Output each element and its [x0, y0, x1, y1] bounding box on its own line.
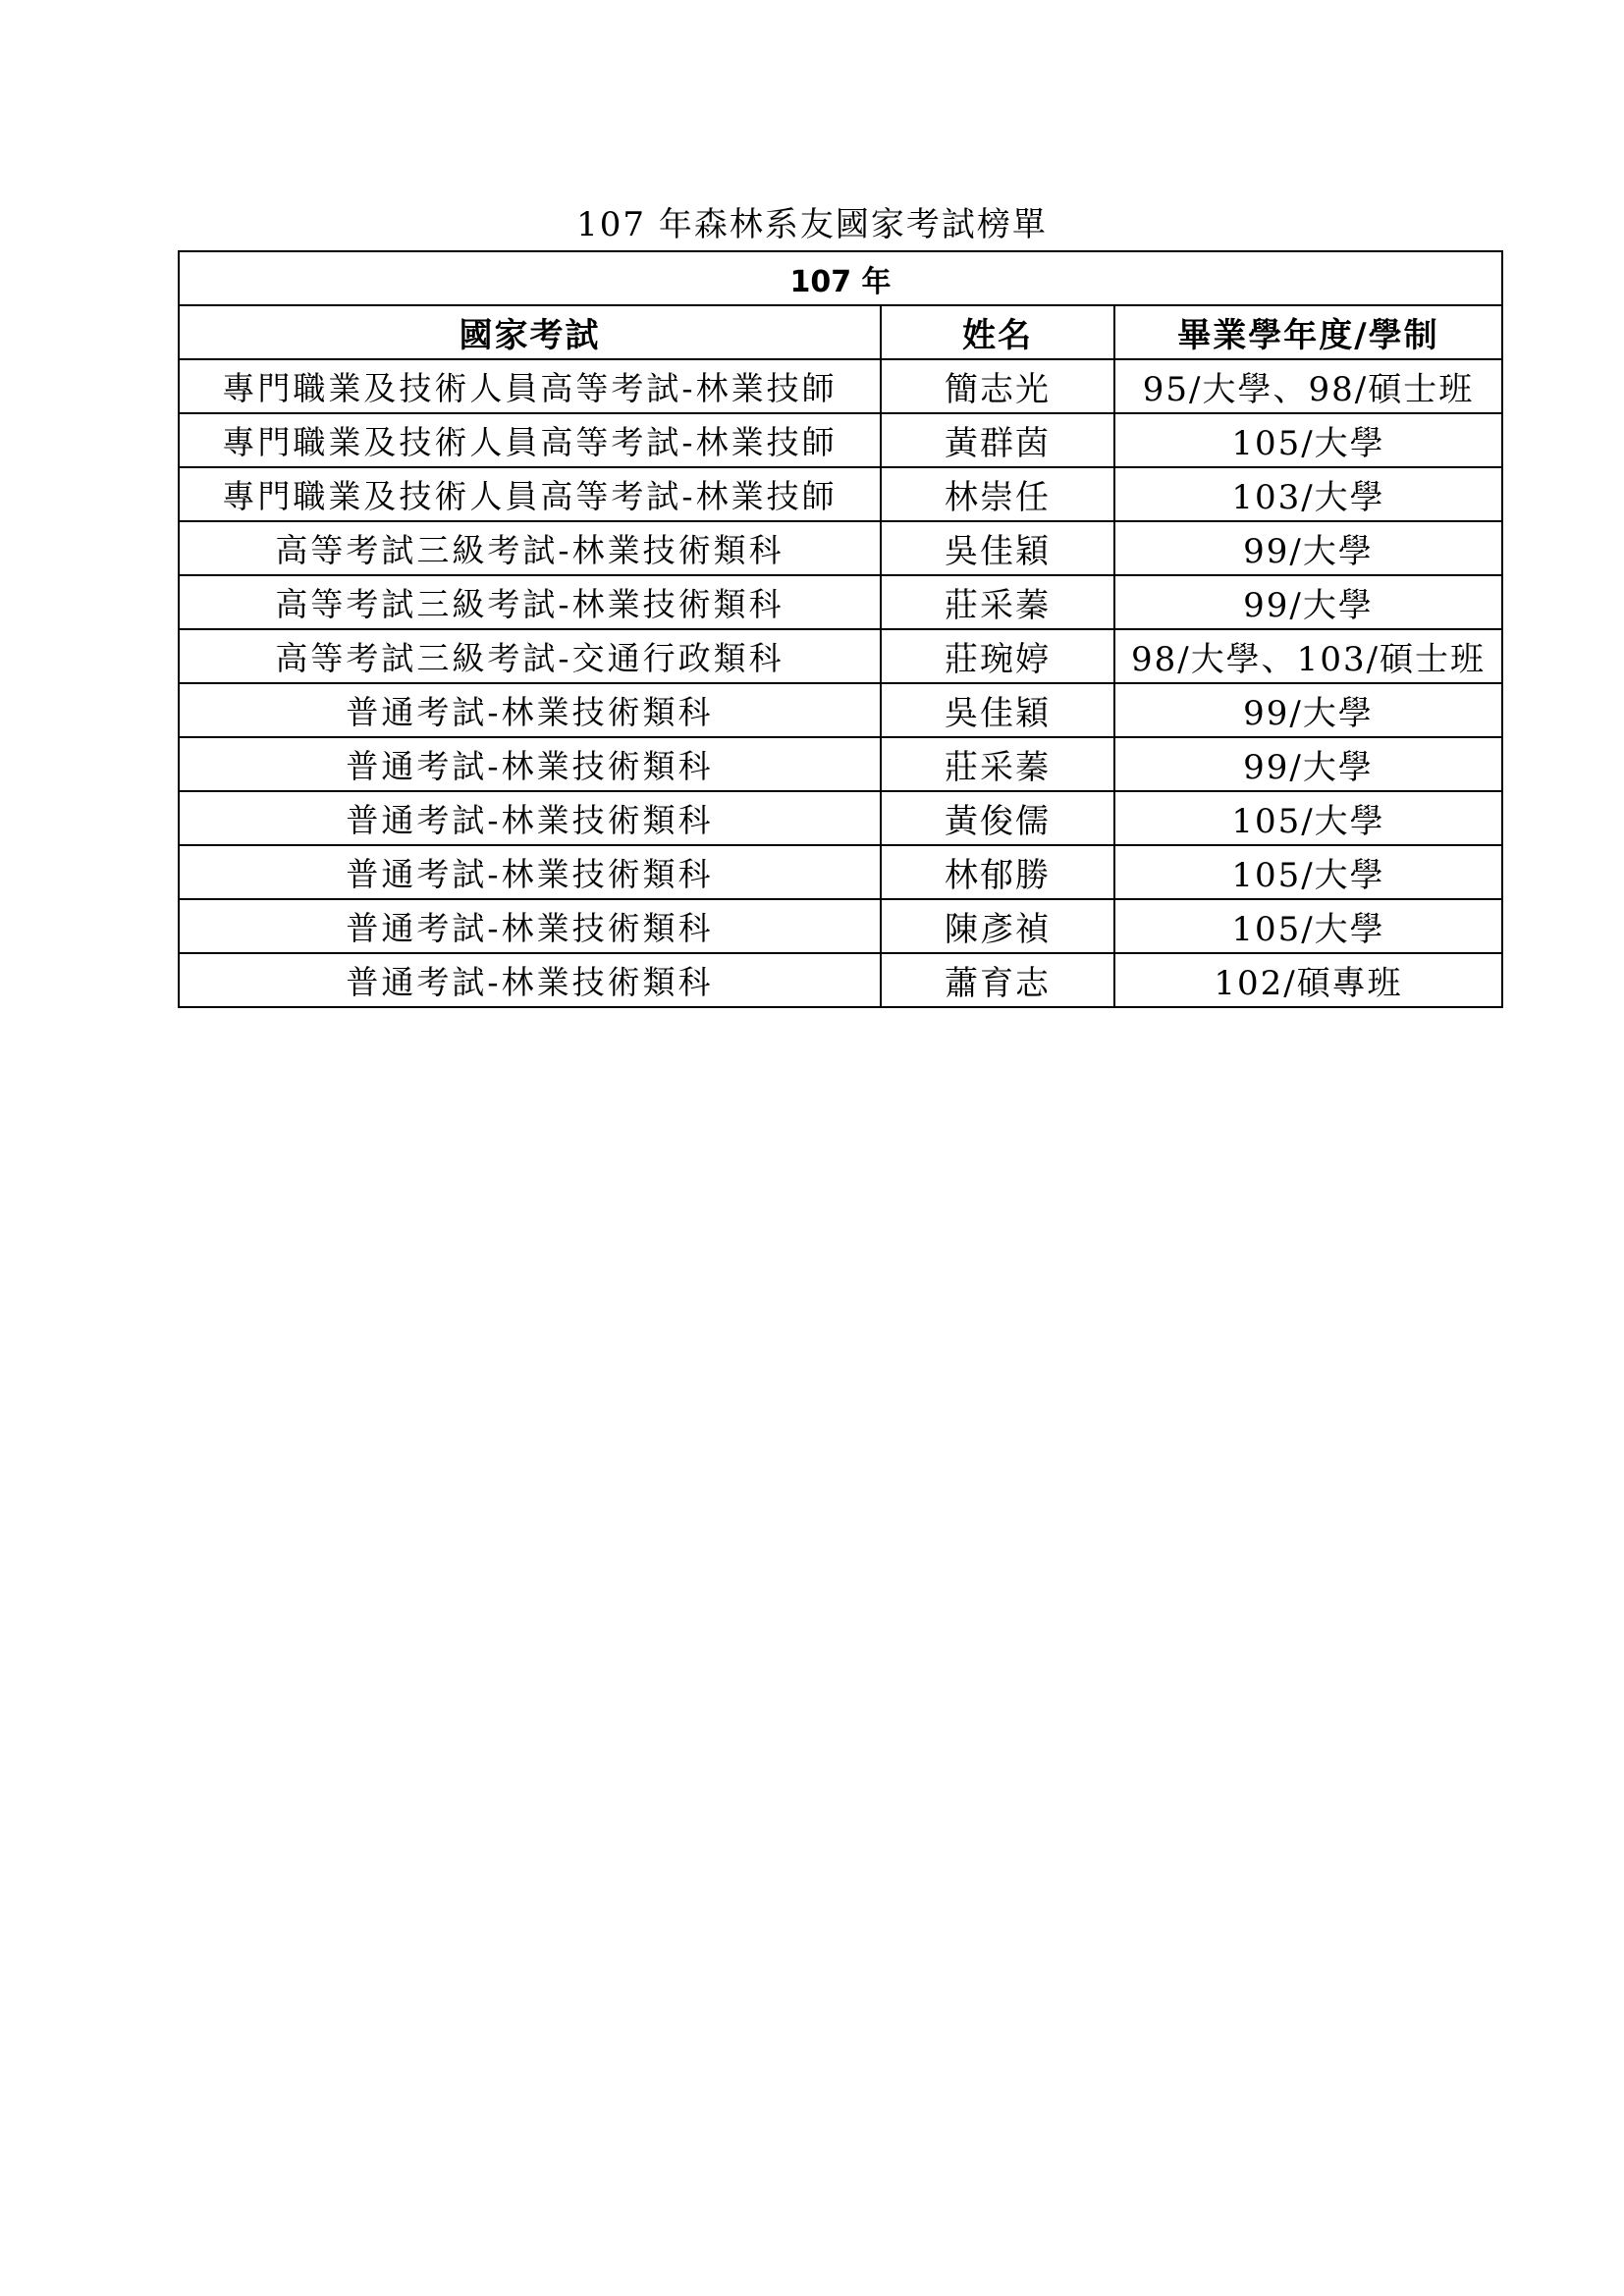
- exam-cell: 高等考試三級考試-交通行政類科: [179, 629, 881, 683]
- name-cell: 吳佳穎: [881, 521, 1114, 575]
- exam-cell: 普通考試-林業技術類科: [179, 791, 881, 845]
- graduation-cell: 95/大學、98/碩士班: [1114, 359, 1502, 413]
- name-cell: 林郁勝: [881, 845, 1114, 899]
- exam-cell: 普通考試-林業技術類科: [179, 953, 881, 1007]
- table-row: [179, 467, 1502, 521]
- name-cell: 黃群茵: [881, 413, 1114, 467]
- exam-cell: 專門職業及技術人員高等考試-林業技師: [179, 413, 881, 467]
- graduation-cell: 102/碩專班: [1114, 953, 1502, 1007]
- name-cell: 簡志光: [881, 359, 1114, 413]
- name-cell: 蕭育志: [881, 953, 1114, 1007]
- name-cell: 陳彥禎: [881, 899, 1114, 953]
- name-cell: 黃俊儒: [881, 791, 1114, 845]
- exam-cell: 普通考試-林業技術類科: [179, 683, 881, 737]
- name-cell: 林崇任: [881, 467, 1114, 521]
- exam-cell: 普通考試-林業技術類科: [179, 737, 881, 791]
- table-row: [179, 629, 1502, 683]
- table-row: [179, 683, 1502, 737]
- name-cell: 莊采蓁: [881, 575, 1114, 629]
- table-row: [179, 953, 1502, 1007]
- table-row: [179, 413, 1502, 467]
- graduation-cell: 99/大學: [1114, 737, 1502, 791]
- exam-cell: 普通考試-林業技術類科: [179, 845, 881, 899]
- table-row: [179, 791, 1502, 845]
- graduation-cell: 99/大學: [1114, 521, 1502, 575]
- year-header-row: [179, 251, 1502, 305]
- table-row: [179, 359, 1502, 413]
- table-row: [179, 737, 1502, 791]
- exam-roster-table: [178, 250, 1503, 1008]
- graduation-cell: 99/大學: [1114, 683, 1502, 737]
- column-header-graduation: 畢業學年度/學制: [1114, 305, 1502, 359]
- column-header-row: [179, 305, 1502, 359]
- graduation-cell: 103/大學: [1114, 467, 1502, 521]
- exam-cell: 高等考試三級考試-林業技術類科: [179, 575, 881, 629]
- exam-cell: 專門職業及技術人員高等考試-林業技師: [179, 467, 881, 521]
- column-header-name: 姓名: [881, 305, 1114, 359]
- year-header: 107 年: [179, 251, 1502, 305]
- name-cell: 吳佳穎: [881, 683, 1114, 737]
- table-row: [179, 575, 1502, 629]
- document-title: 107 年森林系友國家考試榜單: [576, 205, 1048, 244]
- graduation-cell: 99/大學: [1114, 575, 1502, 629]
- name-cell: 莊采蓁: [881, 737, 1114, 791]
- table-row: [179, 521, 1502, 575]
- exam-cell: 高等考試三級考試-林業技術類科: [179, 521, 881, 575]
- table-row: [179, 899, 1502, 953]
- graduation-cell: 105/大學: [1114, 845, 1502, 899]
- name-cell: 莊琬婷: [881, 629, 1114, 683]
- graduation-cell: 105/大學: [1114, 413, 1502, 467]
- exam-cell: 專門職業及技術人員高等考試-林業技師: [179, 359, 881, 413]
- graduation-cell: 105/大學: [1114, 791, 1502, 845]
- graduation-cell: 105/大學: [1114, 899, 1502, 953]
- table-row: [179, 845, 1502, 899]
- exam-cell: 普通考試-林業技術類科: [179, 899, 881, 953]
- graduation-cell: 98/大學、103/碩士班: [1114, 629, 1502, 683]
- column-header-exam: 國家考試: [179, 305, 881, 359]
